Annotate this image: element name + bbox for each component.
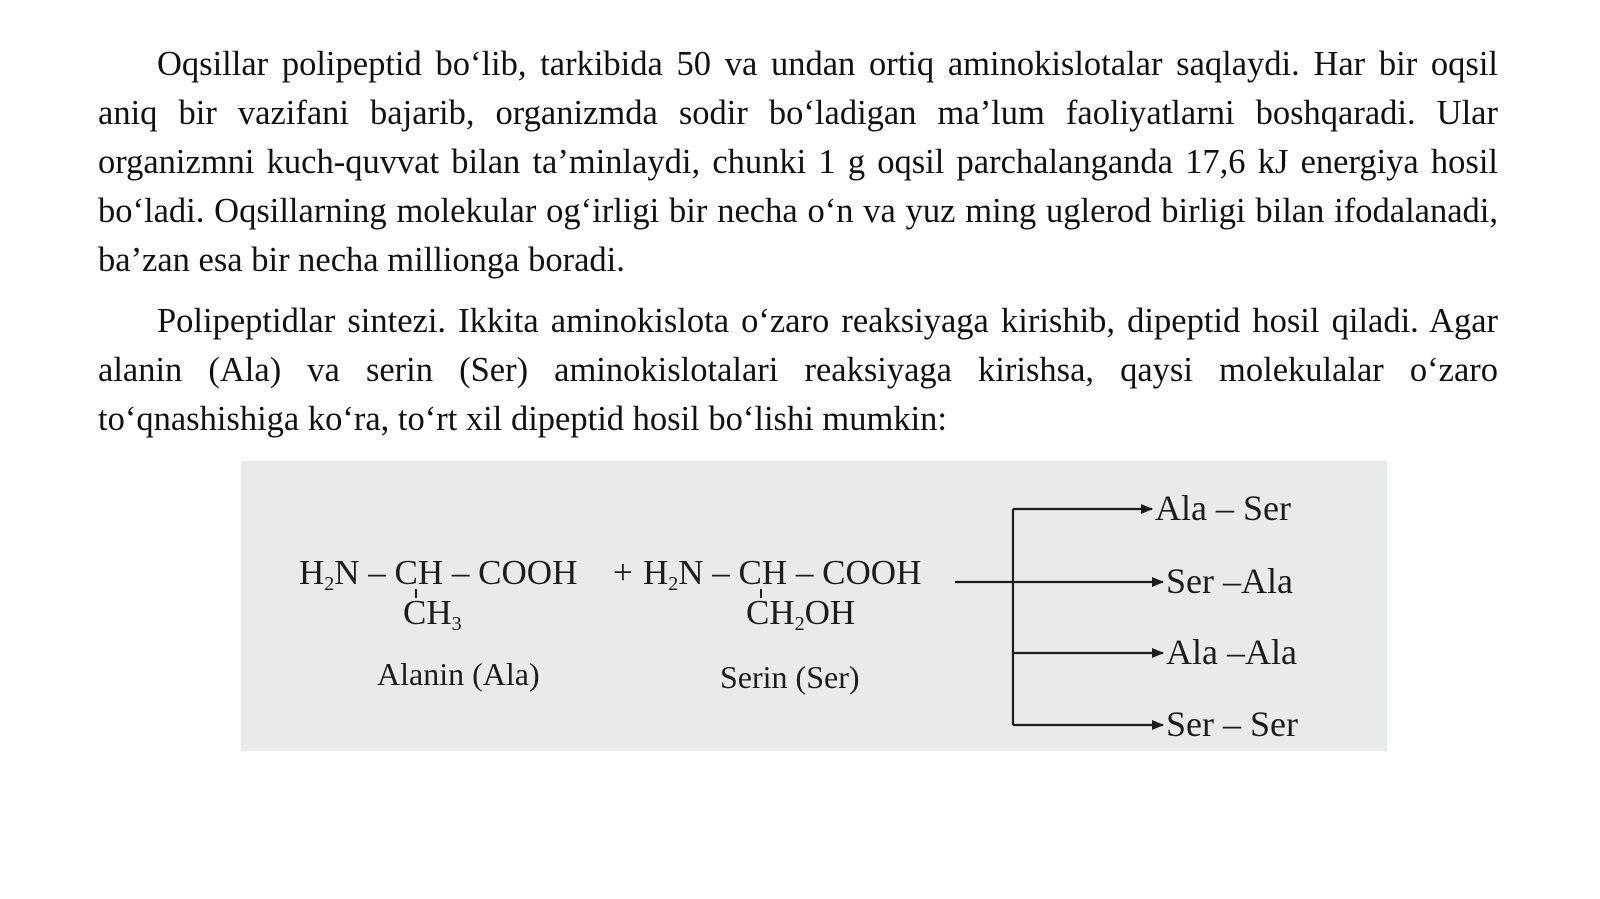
paragraph-2: Polipeptidlar sintezi. Ikkita aminokislota o‘zaro reaksiyaga kirishib, dipeptid hosil qiladi. Agar alanin (Ala) va serin (Ser) aminokislotalari reaksiyaga kirishsa, qaysi molekulalar o‘zaro to‘qnashishiga ko‘ra, to‘rt xil dipeptid hosil bo‘lishi mumkin: [98,302,1498,438]
alanine-name: Alanin (Ala) [377,656,540,692]
serine-side-chain: CH2OH [746,593,856,635]
product-3: Ala –Ala [1166,632,1297,672]
serine-name: Serin (Ser) [720,659,860,695]
serine-formula: H2N – CH – COOH [643,553,922,595]
reaction-diagram [241,461,1387,751]
product-2: Ser –Ala [1166,561,1293,601]
reaction-figure [241,461,1387,751]
plus-sign: + [613,553,633,592]
alanine-side-chain: CH3 [403,593,462,635]
product-1: Ala – Ser [1155,488,1291,528]
product-4: Ser – Ser [1166,704,1298,744]
text-block [98,40,1498,456]
alanine-formula: H2N – CH – COOH [299,553,578,595]
paragraph-1: Oqsillar polipeptid bo‘lib, tarkibida 50 va undan ortiq aminokislotalar saqlaydi. Har bir oqsil aniq bir vazifani bajarib, organizmda sodir bo‘ladigan ma’lum faoliyatlarni boshqaradi. Ular organizmni kuch-quvvat bilan ta’minlaydi, chunki 1 g oqsil parchalanganda 17,6 kJ energiya hosil bo‘ladi. Oqsillarning molekular og‘irligi bir necha o‘n va yuz ming uglerod birligi bilan ifodalanadi, ba’zan esa bir necha millionga boradi. [98,45,1498,279]
